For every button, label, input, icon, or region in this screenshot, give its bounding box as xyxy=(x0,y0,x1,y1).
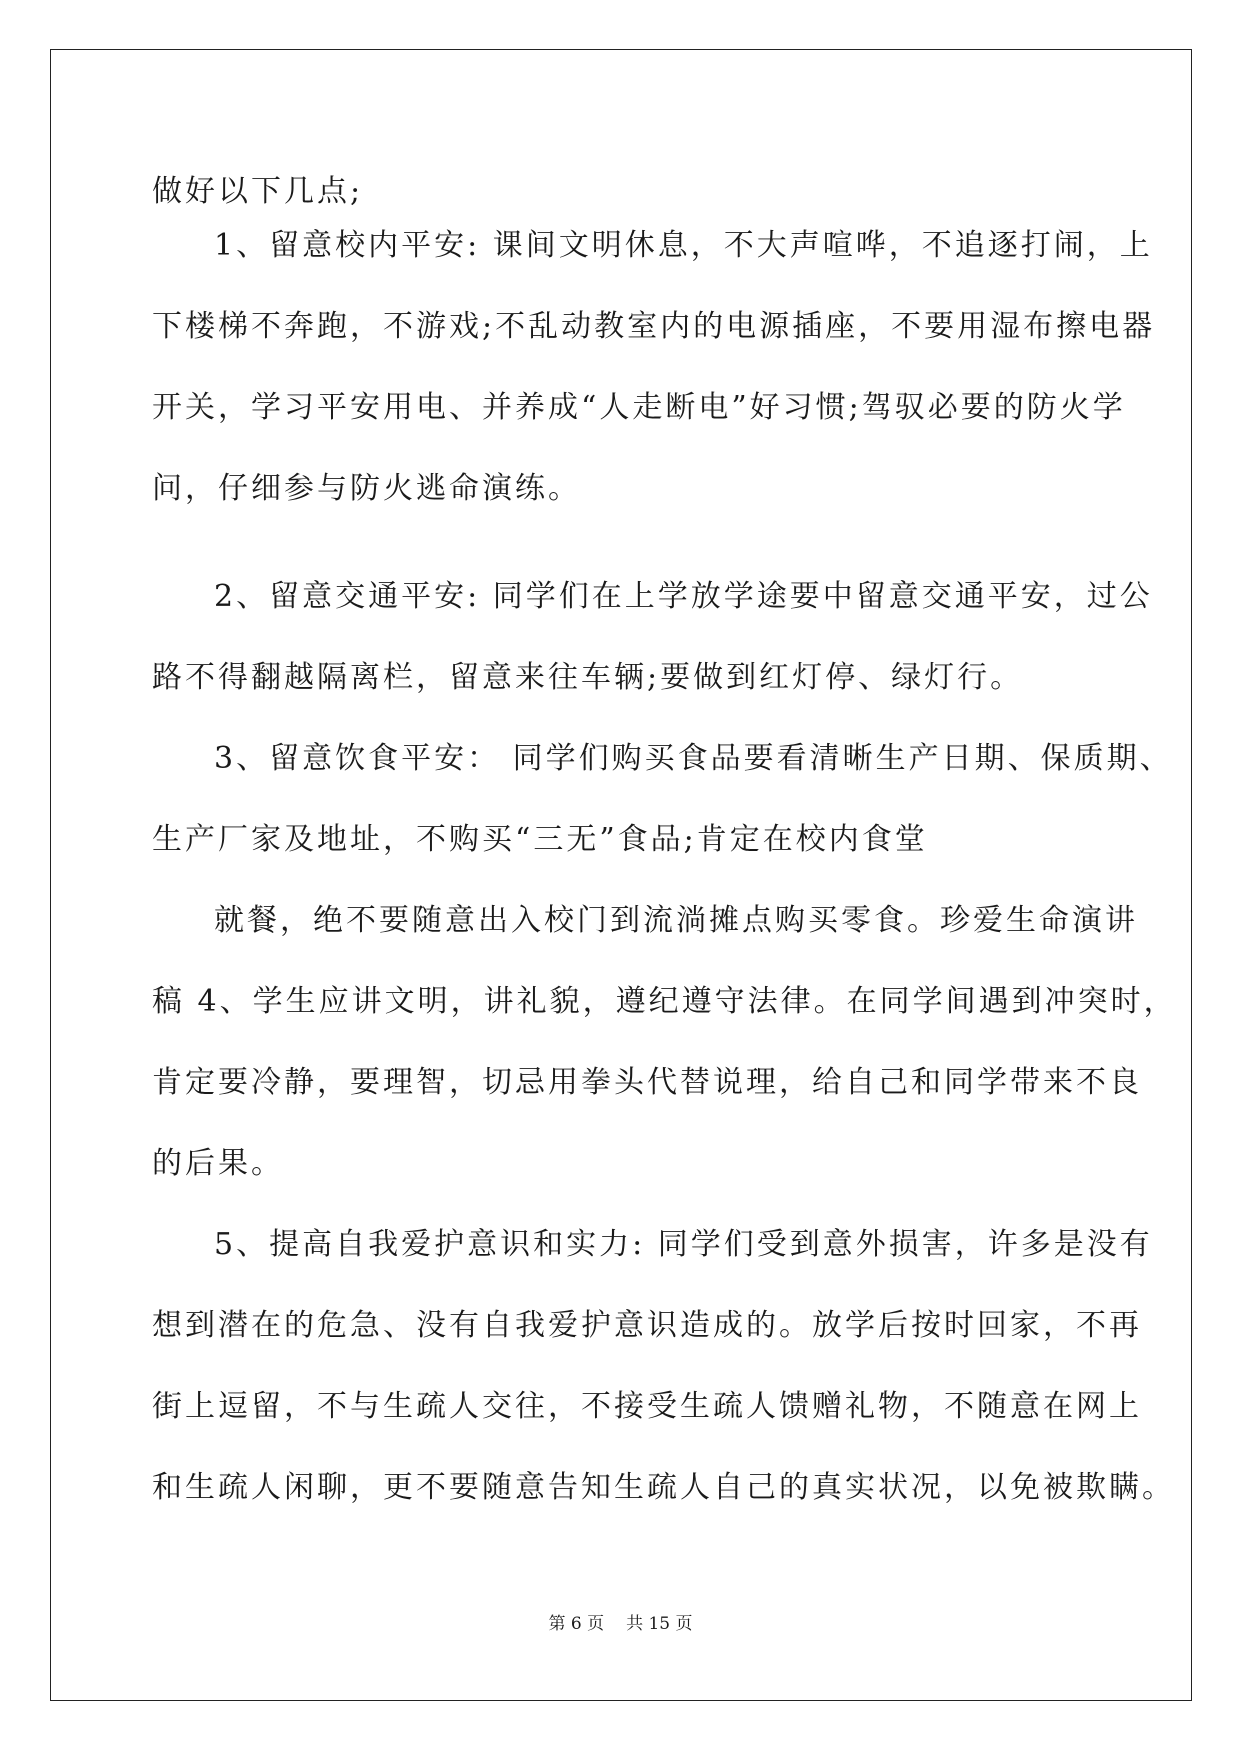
text-line: 问，仔细参与防火逃命演练。 xyxy=(152,471,581,506)
text-line: 5、提高自我爱护意识和实力: 同学们受到意外损害，许多是没有 xyxy=(214,1227,1153,1262)
text-line: 做好以下几点; xyxy=(152,174,364,209)
text-line: 肯定要冷静，要理智，切忌用拳头代替说理，给自己和同学带来不良 xyxy=(152,1065,1142,1100)
text-line: 想到潜在的危急、没有自我爱护意识造成的。放学后按时回家，不再 xyxy=(152,1308,1142,1343)
page-total: 共 15 页 xyxy=(626,1614,693,1634)
text-line: 开关，学习平安用电、并养成“人走断电”好习惯;驾驭必要的防火学 xyxy=(152,390,1126,425)
page-border xyxy=(50,49,1192,1701)
text-line: 3、留意饮食平安： 同学们购买食品要看清晰生产日期、保质期、 xyxy=(214,741,1173,776)
text-line: 的后果。 xyxy=(152,1146,284,1181)
text-line: 就餐，绝不要随意出入校门到流淌摊点购买零食。珍爱生命演讲 xyxy=(214,903,1138,938)
text-line: 生产厂家及地址，不购买“三无”食品;肯定在校内食堂 xyxy=(152,822,928,857)
text-line: 路不得翻越隔离栏，留意来往车辆;要做到红灯停、绿灯行。 xyxy=(152,660,1024,695)
page-number: 第 6 页 xyxy=(548,1614,605,1634)
text-line: 稿 4、学生应讲文明，讲礼貌，遵纪遵守法律。在同学间遇到冲突时， xyxy=(152,984,1177,1019)
text-line: 和生疏人闲聊，更不要随意告知生疏人自己的真实状况，以免被欺瞒。 xyxy=(152,1470,1175,1505)
text-line: 2、留意交通平安: 同学们在上学放学途要中留意交通平安，过公 xyxy=(214,579,1153,614)
text-line: 1、留意校内平安: 课间文明休息，不大声喧哗，不追逐打闹，上 xyxy=(214,228,1153,263)
text-line: 街上逗留，不与生疏人交往，不接受生疏人馈赠礼物，不随意在网上 xyxy=(152,1389,1142,1424)
text-line: 下楼梯不奔跑，不游戏;不乱动教室内的电源插座，不要用湿布擦电器 xyxy=(152,309,1156,344)
page-footer xyxy=(0,1614,1241,1634)
